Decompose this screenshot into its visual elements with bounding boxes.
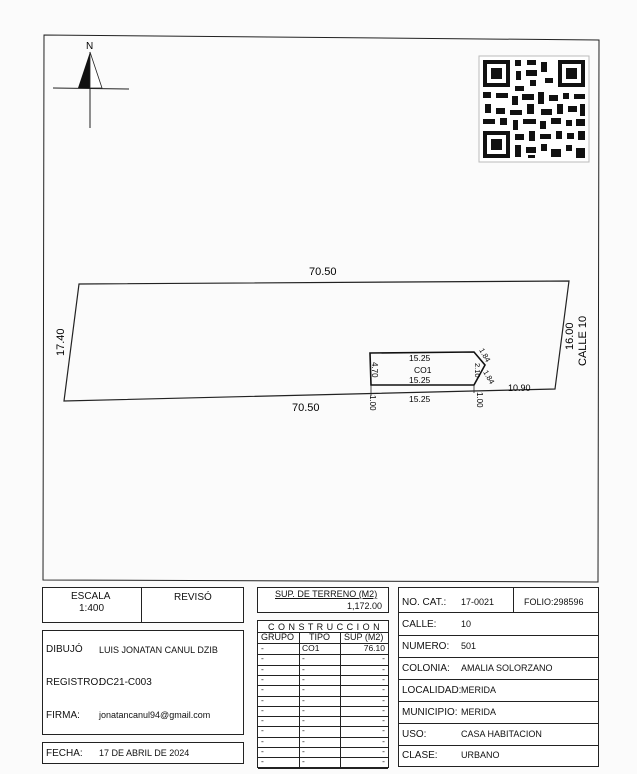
table-cell: - [382, 704, 385, 715]
building-right-upper: 2.10 [473, 363, 482, 378]
table-cell: - [302, 684, 305, 695]
building-code: CO1 [414, 365, 432, 375]
table-cell: - [302, 746, 305, 756]
municipio-label: MUNICIPIO: [402, 707, 458, 718]
table-cell: - [261, 704, 264, 715]
header-grupo: GRUPO [261, 632, 295, 642]
table-cell: - [261, 653, 264, 664]
dim-top: 70.50 [309, 266, 337, 278]
table-cell: - [302, 725, 305, 736]
table-cell: - [302, 694, 305, 705]
dim-right: 16.00 [564, 322, 576, 350]
table-cell: - [261, 694, 264, 705]
table-cell: - [261, 715, 264, 726]
dim-bottom: 70.50 [292, 402, 320, 414]
table-row [258, 768, 388, 769]
building-top-dim: 15.25 [409, 353, 431, 363]
table-cell: - [302, 756, 305, 767]
building-corner-a: 1.84 [477, 346, 493, 364]
table-cell: - [382, 694, 385, 705]
table-cell: - [302, 653, 305, 664]
table-cell: - [382, 756, 385, 767]
calle-label: CALLE: [402, 619, 437, 630]
registro-label: REGISTRO: [46, 677, 102, 688]
terreno-value: 1,172.00 [347, 601, 383, 611]
building-middle-dim: 15.25 [409, 375, 431, 385]
table-cell: - [261, 684, 264, 695]
table-cell: - [382, 725, 385, 736]
escala-label: ESCALA [71, 591, 111, 602]
info-box [398, 587, 599, 767]
table-cell: - [382, 684, 385, 695]
table-cell: - [261, 673, 264, 684]
terreno-box [257, 587, 389, 613]
building-left-dim: 4.70 [370, 362, 379, 378]
table-cell: - [261, 746, 264, 756]
clase-label: CLASE: [402, 750, 438, 761]
table-cell: - [302, 704, 305, 715]
table-cell: - [302, 673, 305, 684]
table-cell: - [382, 735, 385, 746]
escala-value: 1:400 [79, 603, 105, 614]
table-cell: - [261, 663, 264, 674]
dibujo-label: DIBUJÓ [46, 644, 83, 655]
header-tipo: TIPO [309, 632, 331, 642]
nocat-value: 17-0021 [461, 597, 495, 607]
north-label: N [86, 41, 94, 52]
table-cell: - [261, 735, 264, 746]
table-cell: - [302, 735, 305, 746]
table-cell: - [261, 725, 264, 736]
table-cell: - [382, 663, 385, 674]
table-cell: - [302, 715, 305, 726]
uso-label: USO: [402, 729, 427, 740]
colonia-label: COLONIA: [402, 663, 450, 674]
reviso-label: REVISÓ [174, 592, 212, 603]
plot-outline [64, 281, 569, 401]
building-bottom-dim: 15.25 [409, 394, 431, 404]
calle-value: 10 [461, 619, 472, 629]
north-arrow-icon [53, 41, 129, 128]
construccion-table [257, 620, 389, 768]
fecha-box [42, 742, 244, 764]
table-cell: - [382, 673, 385, 684]
nocat-label: NO. CAT.: [402, 597, 447, 608]
terreno-label: SUP. DE TERRENO (M2) [275, 589, 378, 599]
dim-left: 17.40 [55, 328, 67, 356]
construccion-title: C O N S T R U C C I O N [268, 622, 381, 632]
table-cell: - [382, 653, 385, 664]
header-sup: SUP (M2) [344, 632, 384, 642]
firma-label: FIRMA: [46, 710, 80, 721]
building-corner-b: 1.84 [481, 368, 497, 386]
dibujo-value: LUIS JONATAN CANUL DZIB [99, 645, 218, 655]
table-cell: 76.10 [363, 643, 385, 653]
firma-value: jonatancanul94@gmail.com [99, 710, 211, 720]
table-cell: - [261, 643, 264, 653]
fecha-value: 17 DE ABRIL DE 2024 [99, 748, 190, 758]
escala-reviso-box [42, 587, 244, 623]
numero-value: 501 [461, 641, 477, 651]
clase-value: URBANO [461, 750, 500, 760]
fecha-label: FECHA: [46, 748, 83, 759]
table-cell: - [302, 663, 305, 674]
localidad-value: MERIDA [461, 685, 497, 695]
street-label: CALLE 10 [577, 315, 589, 366]
dim-front-segment: 10.90 [508, 383, 531, 393]
table-cell: - [261, 756, 264, 767]
localidad-label: LOCALIDAD: [402, 685, 462, 696]
table-cell: - [382, 746, 385, 756]
offset-left: 1.00 [368, 395, 377, 411]
qr-code [479, 56, 589, 162]
registro-value: DC21-C003 [99, 677, 152, 688]
uso-value: CASA HABITACION [461, 729, 542, 739]
table-cell: CO1 [302, 643, 320, 653]
folio-value: FOLIO:298596 [524, 597, 584, 607]
colonia-value: AMALIA SOLORZANO [461, 663, 553, 673]
table-cell: - [382, 715, 385, 726]
municipio-value: MERIDA [461, 707, 497, 717]
numero-label: NUMERO: [402, 641, 450, 652]
offset-right: 1.00 [475, 392, 484, 408]
author-box [42, 630, 244, 735]
